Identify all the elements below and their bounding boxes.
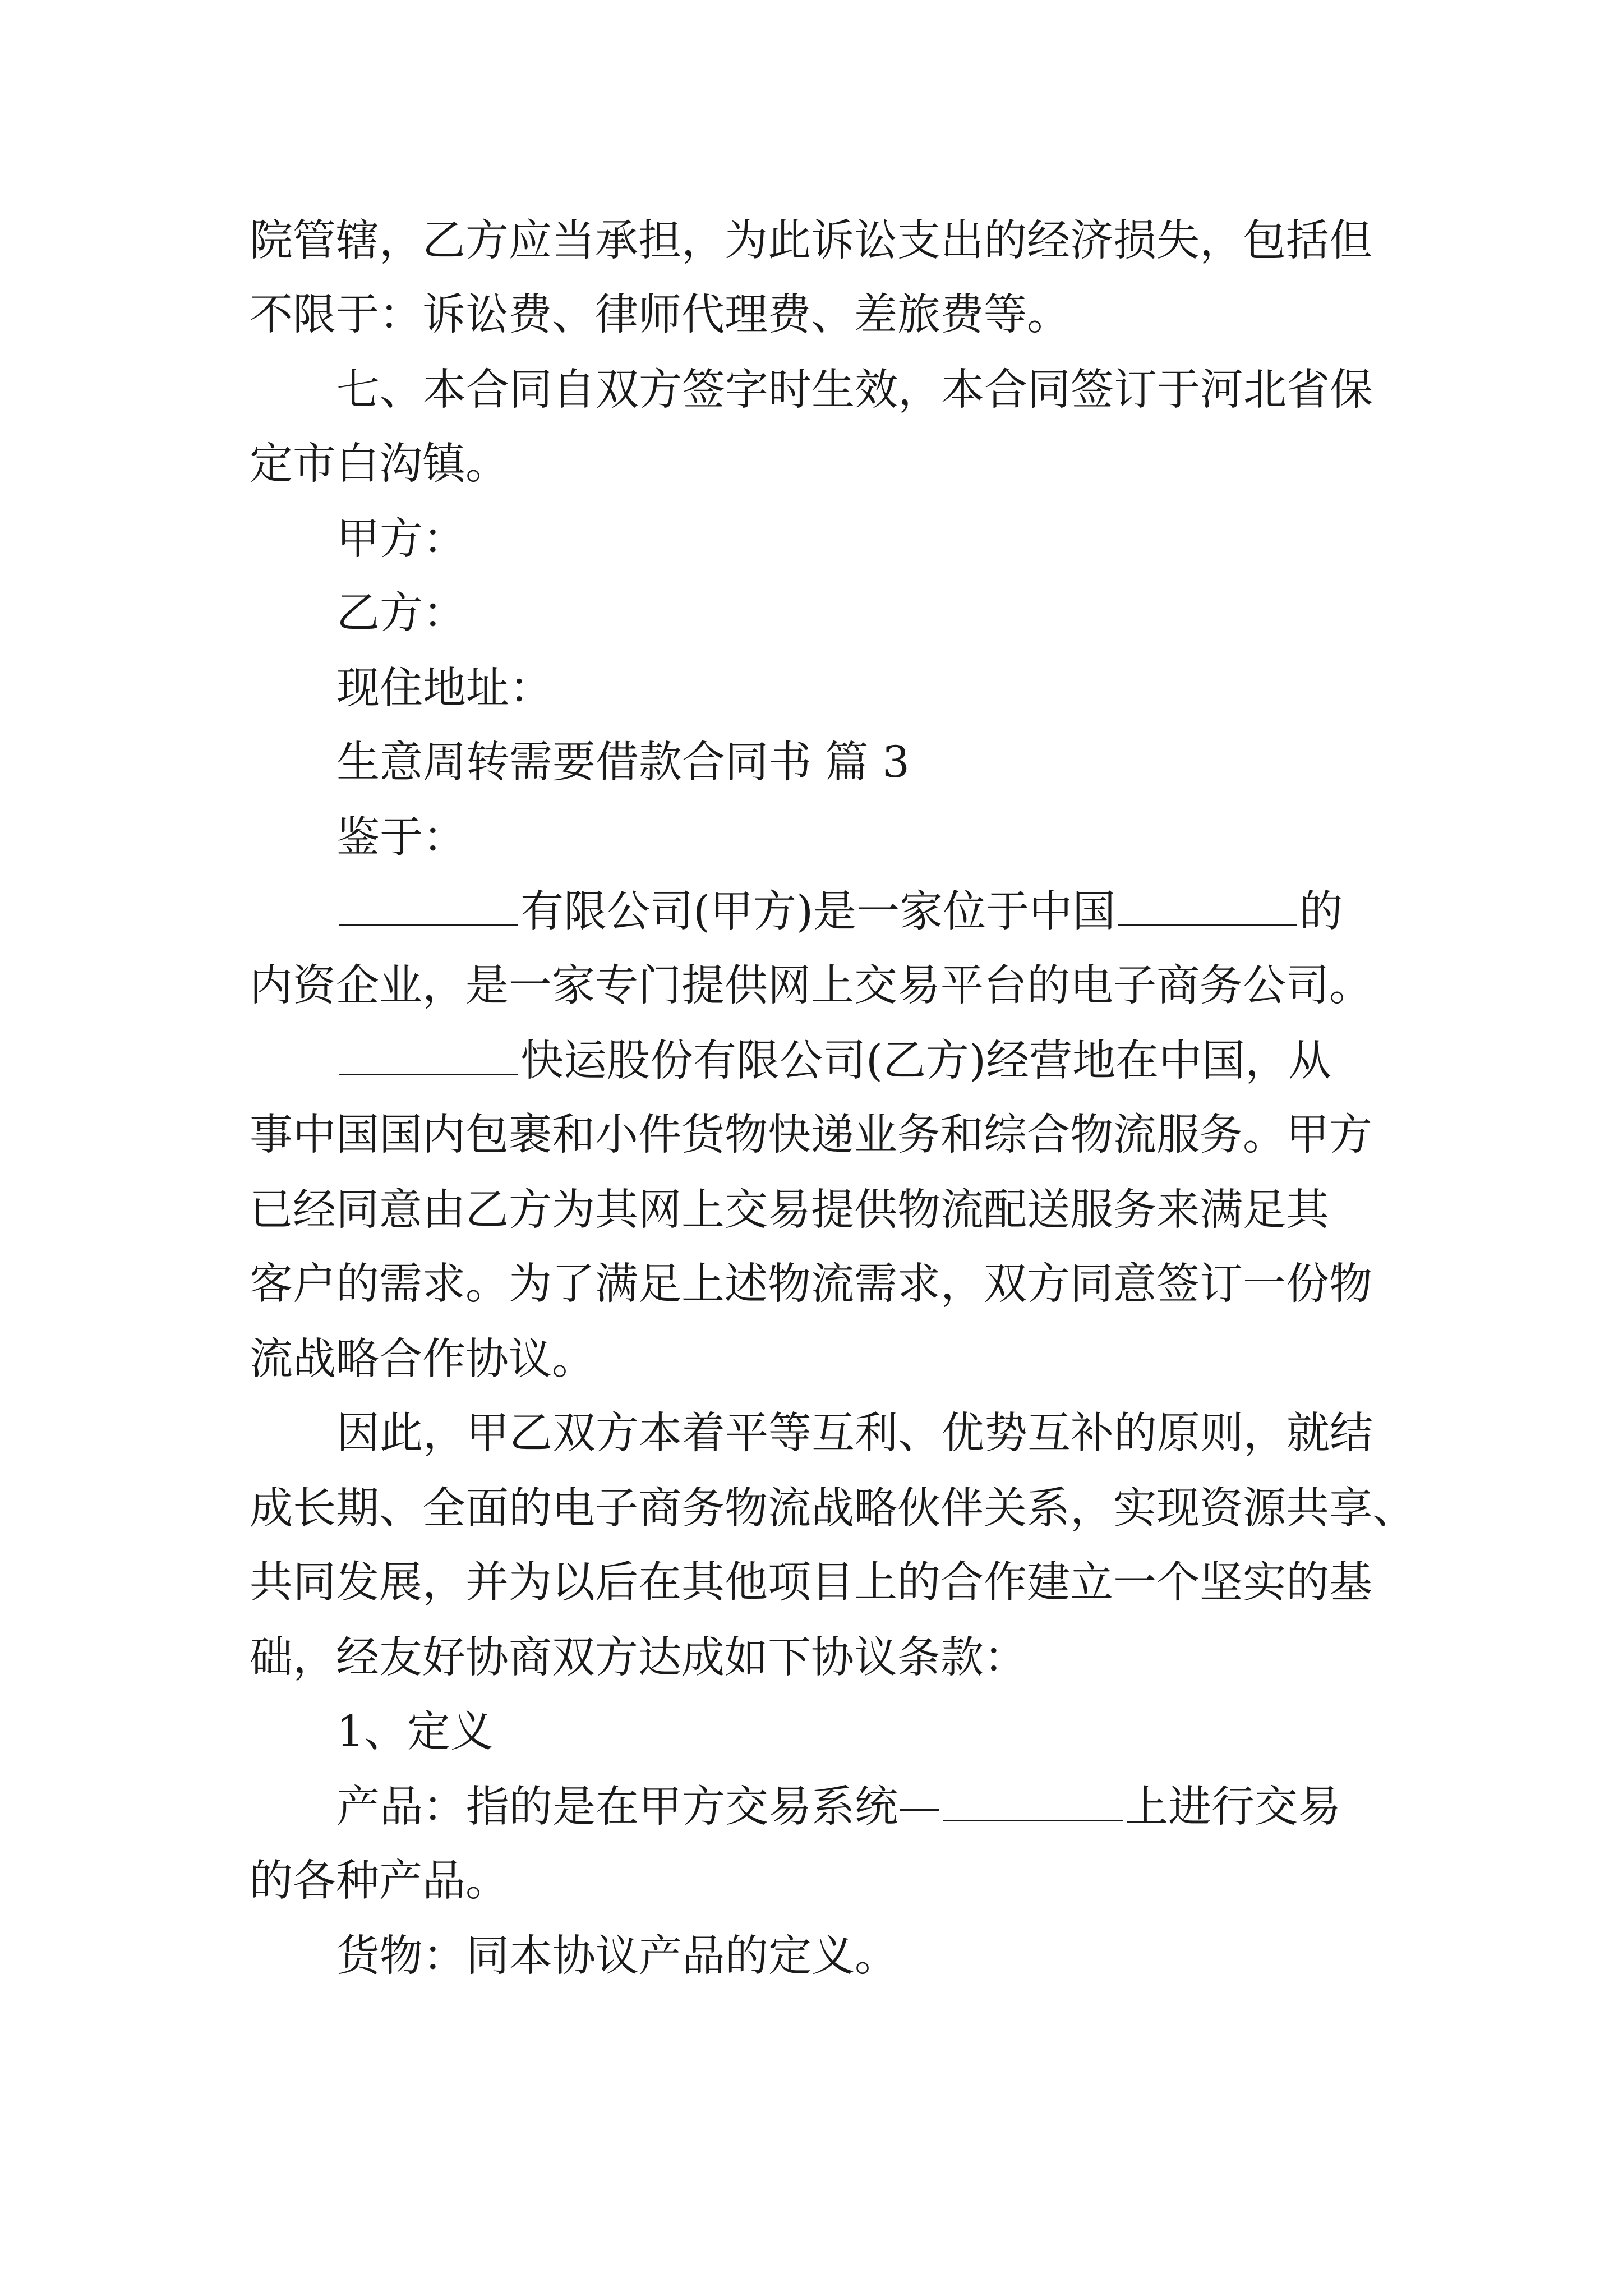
text: 的各种产品。 — [250, 1856, 509, 1906]
paragraph-line — [0, 1097, 1623, 1174]
text: 现住地址： — [336, 664, 552, 714]
paragraph-line — [0, 352, 1623, 429]
text: 不限于：诉讼费、律师代理费、差旅费等。 — [250, 290, 1070, 340]
section-title — [0, 725, 1623, 801]
paragraph-line — [0, 1918, 1623, 1995]
paragraph-line — [0, 1246, 1623, 1323]
text: 有限公司(甲方)是一家位于中国 — [520, 887, 1116, 937]
paragraph-line — [0, 1471, 1623, 1547]
text: 流战略合作协议。 — [250, 1335, 595, 1384]
text: 成长期、全面的电子商务物流战略伙伴关系，实现资源共享、 — [250, 1484, 1415, 1534]
paragraph-line — [0, 1769, 1623, 1846]
text: 的 — [1299, 887, 1343, 937]
text: 上进行交易 — [1125, 1782, 1341, 1832]
paragraph-line — [0, 426, 1623, 503]
paragraph-line — [0, 1322, 1623, 1398]
text: 事中国国内包裹和小件货物快递业务和综合物流服务。甲方 — [250, 1110, 1372, 1160]
paragraph-line — [0, 1023, 1623, 1099]
blank-underline — [339, 891, 518, 926]
paragraph-line — [0, 277, 1623, 353]
blank-underline — [339, 1040, 518, 1075]
paragraph-line — [0, 203, 1623, 279]
text: 共同发展，并为以后在其他项目上的合作建立一个坚实的基 — [250, 1558, 1372, 1608]
text: 已经同意由乙方为其网上交易提供物流配送服务来满足其 — [250, 1185, 1329, 1235]
text: 货物：同本协议产品的定义。 — [336, 1931, 898, 1981]
paragraph-line — [0, 948, 1623, 1024]
paragraph-line — [0, 1843, 1623, 1920]
definition-heading — [0, 1694, 1623, 1770]
paragraph-line — [0, 1620, 1623, 1696]
text: 鉴于： — [336, 813, 466, 863]
text: 1、定义 — [336, 1707, 494, 1757]
party-a-label — [0, 501, 1623, 578]
blank-underline — [943, 1786, 1123, 1821]
text: 七、本合同自双方签字时生效，本合同签订于河北省保 — [336, 365, 1373, 415]
address-label — [0, 651, 1623, 727]
text: 客户的需求。为了满足上述物流需求，双方同意签订一份物 — [250, 1259, 1372, 1309]
text: 快运股份有限公司(乙方)经营地在中国，从 — [520, 1036, 1332, 1086]
party-b-label — [0, 576, 1623, 652]
text: 甲方： — [336, 514, 466, 564]
text: 产品：指的是在甲方交易系统— — [336, 1782, 941, 1832]
text: 院管辖，乙方应当承担，为此诉讼支出的经济损失，包括但 — [250, 216, 1372, 266]
paragraph-line — [0, 1396, 1623, 1472]
blank-underline — [1118, 891, 1297, 926]
text: 乙方： — [336, 588, 466, 638]
paragraph-line — [0, 874, 1623, 950]
text: 内资企业，是一家专门提供网上交易平台的电子商务公司。 — [250, 961, 1372, 1011]
paragraph-line — [0, 1172, 1623, 1249]
text: 础，经友好协商双方达成如下协议条款： — [250, 1633, 1027, 1683]
paragraph-line — [0, 1545, 1623, 1621]
text: 生意周转需要借款合同书 篇 3 — [336, 738, 910, 788]
paragraph-line — [0, 800, 1623, 876]
text: 因此，甲乙双方本着平等互利、优势互补的原则，就结 — [336, 1409, 1373, 1458]
text: 定市白沟镇。 — [250, 439, 509, 489]
